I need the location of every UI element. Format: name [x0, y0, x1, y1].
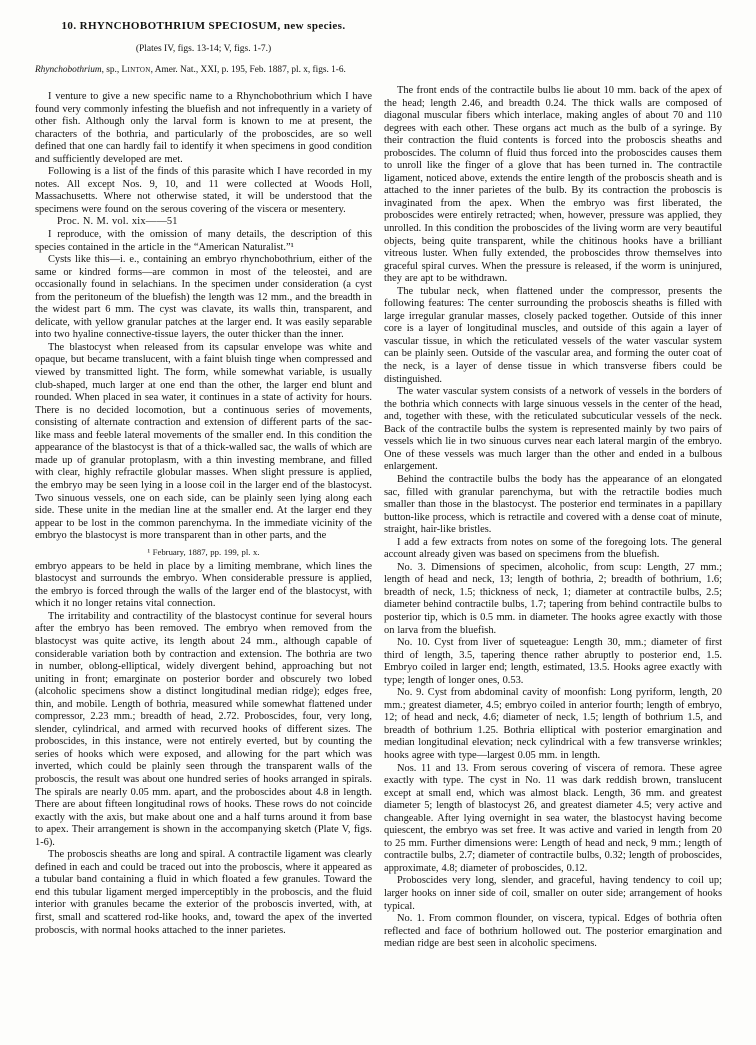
article-title: 10. RHYNCHOBOTHRIUM SPECIOSUM, new species. — [61, 20, 346, 32]
paragraph-finds-list: Following is a list of the finds of this parasite which I have recorded in my notes. All except Nos. 9, 10, and 11 were collected at Woods Holl, Massachusetts. Where not otherwise stated, it will be understood that the specimens were found on the serous covering of the viscera or mesentery. — [35, 166, 372, 215]
paragraph-cysts: Cysts like this—i. e., containing an embryo rhynchobothrium, either of the same or kindred forms—are common in most of the teleostei, and are occasionally found in selachians. In the specimen under consideration (a cyst from the peritoneum of the bluefish) the length was 12 mm., and the breadth in the widest part 6 mm. The cyst was clavate, its walls thin, transparent, and delicate, with yellow granular patches at the larger end. It was easily separable into two hyaline connective-tissue layers, the outer thicker than the inner. — [35, 254, 372, 341]
signature-line: Proc. N. M. vol. xix——51 — [57, 216, 178, 228]
paragraph-nos11-13: Nos. 11 and 13. From serous covering of viscera of remora. These agree exactly with type. The cyst in No. 11 was dark reddish brown, translucent except at small end, which was almost black. Length, 36 mm. and greatest diameter 5; length of blastocyst 26, and greatest diameter 4.5; very active and changeable. After lying overnight in sea water, the blastocyst having become quiescent, the embryo was set free. It was active and varied in length from 20 to 25 mm. Further dimensions were: Length of head and neck, 9 mm.; length of contractile bulbs, 2.7; diameter of contractile bulbs, 0.32; length of proboscides, approximate, 4.8; diameter of proboscides, 0.12. — [384, 762, 722, 874]
paragraph-proboscides-coil: Proboscides very long, slender, and graceful, having tendency to coil up; larger hooks on inner side of coil, smaller on outer side; arrangement of hooks typical. — [384, 875, 722, 912]
paragraph-irritability: The irritability and contractility of the blastocyst continue for several hours after the embryo has been removed. The embryo when removed from the blastocyst was quite active, its length about 24 mm., although capable of considerable variation both by contraction and extension. The bothria are two in number, oblong-elliptical, widely divergent behind, approaching but not uniting in front; emarginate on posterior border and obscurely two lobed (alcoholic specimens show a distinct longitudinal median ridge); edges free, thin, and mobile. Length of bothria, measured while somewhat flattened under compressor, 2.23 mm.; breadth of head, 2.72. Proboscides, four, very long, slender, cylindrical, and armed with recurved hooks of different sizes. The proboscides, in this instance, were not entirely everted, but by counting the series of hooks which were exposed, and allowing for the part which was inverted, which could be plainly seen through the transparent walls of the proboscis, the result was about one hundred series of hooks arranged in spirals. The spirals are nearly 0.05 mm. apart, and the proboscides about 4.8 in length. There are about fifteen longitudinal rows of hooks. These rows do not coincide exactly with the axis, but make about one and a half turns around it from base to apex. Their arrangement is shown in the accompanying sketch (Plate V, figs. 1-6). — [35, 610, 372, 848]
paragraph-behind-bulbs: Behind the contractile bulbs the body has the appearance of an elongated sac, filled with granular parenchyma, but with the retractile bodies much smaller than those in the blastocyst. The posterior end terminates in a papillary button-like process, which is retractile and covered with a dense coat of minute, straight, hair-like bristles. — [384, 473, 722, 536]
right-column-text — [384, 85, 722, 951]
plates-note: (Plates IV, figs. 13-14; V, figs. 1-7.) — [135, 44, 272, 54]
paragraph-blastocyst: The blastocyst when released from its capsular envelope was white and opaque, but became translucent, with a faint bluish tinge when compressed and viewed by transmitted light. The form, while somewhat variable, is usually club-shaped, much larger at one end than the other, the larger end blunt and rounded. When placed in sea water, it continues in a state of activity for hours. There is no decided locomotion, but a continuous series of movements, consisting of alternate contraction and extension of different parts of the sac-like mass and feeble lateral movements of the smaller end. In this condition the appearance of the blastocyst is that of a thick-walled sac, the walls of which are made up of granular protoplasm, with a thin investing membrane, and filled with clear, highly refractile globular masses. When slight pressure is applied, the embryo may be seen lying in a loose coil in the larger end of the blastocyst. Two sinuous vessels, one on each side, can be plainly seen lying along each side. These unite in the median line at the smaller end. At the larger end they appear to be lost in the common parenchyma. In the immediate vicinity of the embryo the blastocyst is more transparent than in other parts, and the — [35, 341, 372, 542]
left-column — [35, 14, 372, 951]
paragraph-extracts: I add a few extracts from notes on some of the foregoing lots. The general account already given was based on specimens from the bluefish. — [384, 536, 722, 561]
paragraph-reproduce: I reproduce, with the omission of many details, the description of this species contained in the article in the “American Naturalist.”¹ — [35, 229, 372, 253]
citation-mid: , sp., — [101, 65, 122, 75]
paragraph-no10: No. 10. Cyst from liver of squeteague: Length 30, mm.; diameter of first third of length, 3.5, tapering thence rather abruptly to posterior end, 1.5. Embryo coiled in larger end; length, estimated, 13.5. Hooks agree exactly with type; length of longer ones, 0.53. — [384, 637, 722, 686]
citation-tail: , Amer. Nat., XXI, p. 195, Feb. 1887, pl. x, figs. 1-6. — [150, 65, 346, 75]
article-header — [35, 20, 372, 91]
paragraph-sheaths: The proboscis sheaths are long and spiral. A contractile ligament was clearly defined in each and could be traced out into the proboscis, where it appeared as a tubular band containing a fluid in which floated a few granules. Toward the end this tubular ligament merged imperceptibly in the proboscis, and the fluid interior with granules became the exterior of the proboscis inverted, with, at first, small and scattered rod-like hooks, and, toward the apex of the inverted proboscis, with normal hooks attached to the inner parietes. — [35, 849, 372, 936]
paragraph-no9: No. 9. Cyst from abdominal cavity of moonfish: Long pyriform, length, 20 mm.; greatest diameter, 4.5; embryo coiled in anterior fourth; length of embryo, 12; of head and neck, 4.6; diameter of neck, 1.5; length of bothrium 1.5, and breadth of bothrium 1.25. Bothria elliptical with posterior emargination and median longitudinal elevation; neck cylindrical with a few transverse wrinkles; hooks agree with type—largest 0.05 mm. in length. — [384, 687, 722, 761]
paragraph-no1: No. 1. From common flounder, on viscera, typical. Edges of bothria often reflected and face of bothrium hollowed out. The posterior emargination and median ridge are best seen in alcoholic specimens. — [384, 913, 722, 950]
two-column-layout — [35, 14, 722, 951]
paragraph-tubular-neck: The tubular neck, when flattened under the compressor, presents the following features: The center surrounding the proboscis sheaths is filled with large irregular granular masses, closely packed together. Outside of this inner core is a layer of longitudinal muscles, and outside of this again a layer of vascular tissue, in which the reticulated vessels of the water vascular system can be plainly seen. Outside of the vascular area, and forming the outer coat of the neck, is a layer of dense tissue in which transverse fibers could be distinguished. — [384, 285, 722, 385]
left-column-text — [35, 91, 372, 937]
right-column — [384, 14, 722, 951]
citation-author: Linton — [121, 65, 151, 75]
citation-line — [35, 65, 372, 75]
paragraph-bulbs: The front ends of the contractile bulbs lie about 10 mm. back of the apex of the head; length 2.46, and breadth 0.24. The thick walls are composed of diagonal muscular fibers which interlace, making angles of about 70 and 110 degrees with each other. These organs act much as the bulb of a syringe. By their contraction the fluid contents is forced into the proboscis sheaths and proboscides. The column of fluid thus forced into the proboscides causes them to unroll like the finger of a glove that has been turned in. The contractile ligament, noticed above, extends the entire length of the proboscis sheath and is attached to the inner parietes of the bulb. By its contraction the proboscis is invaginated from the apex. When the embryo was first liberated, the proboscides were entirely retracted; when, however, pressure was applied, they unrolled. In this condition the proboscides of the living worm are very beautiful objects, being quite transparent, while the chitinous hooks have a brilliant vitreous luster. When fully extended, the proboscides throw themselves into graceful spiral curves. When the pressure is released, if the worm is uninjured, they are apt to be withdrawn. — [384, 85, 722, 285]
paragraph-embryo-continuation: embryo appears to be held in place by a limiting membrane, which lines the blastocyst and surrounds the embryo. When considerable pressure is applied, the embryo is forced through the walls of the larger end of the blastocyst, with which it no longer retains vital connection. — [35, 560, 372, 610]
paragraph-no3: No. 3. Dimensions of specimen, alcoholic, from scup: Length, 27 mm.; length of head and neck, 13; length of bothria, 2; breadth of bothrium, 1.6; breadth of neck, 1.5; thickness of neck, 1; diameter at contractile bulbs, 2.5; diameter behind contractile bulbs, 1.7; tapering from behind contractile bulbs to posterior tip, which is 0.5 mm. in diameter. The hooks agree exactly with those on larva from the bluefish. — [384, 561, 722, 636]
paragraph-water-vascular: The water vascular system consists of a network of vessels in the borders of the bothria which connects with large sinuous vessels in the center of the head, and, together with these, with the reticulated subcuticular vessels of the neck. Back of the contractile bulbs the system is represented mainly by two pairs of vessels which lie in two sinuous curves near each lateral margin of the embryo. One of these vessels was much larger than the other and ended in a bulbous enlargement. — [384, 386, 722, 473]
citation-genus: Rhynchobothrium — [35, 65, 102, 75]
paragraph-intro: I venture to give a new specific name to a Rhynchobothrium which I have found very commonly infesting the bluefish and not infrequently in a variety of other fish. Although only the larval form is known to me at present, the characters of the bothria, and particularly of the proboscides, are so well defined that one can hardly fail to identify it when specimens in good condition and sufficiently developed are met. — [35, 91, 372, 165]
footnote-line: ¹ February, 1887, pp. 199, pl. x. — [147, 546, 260, 557]
